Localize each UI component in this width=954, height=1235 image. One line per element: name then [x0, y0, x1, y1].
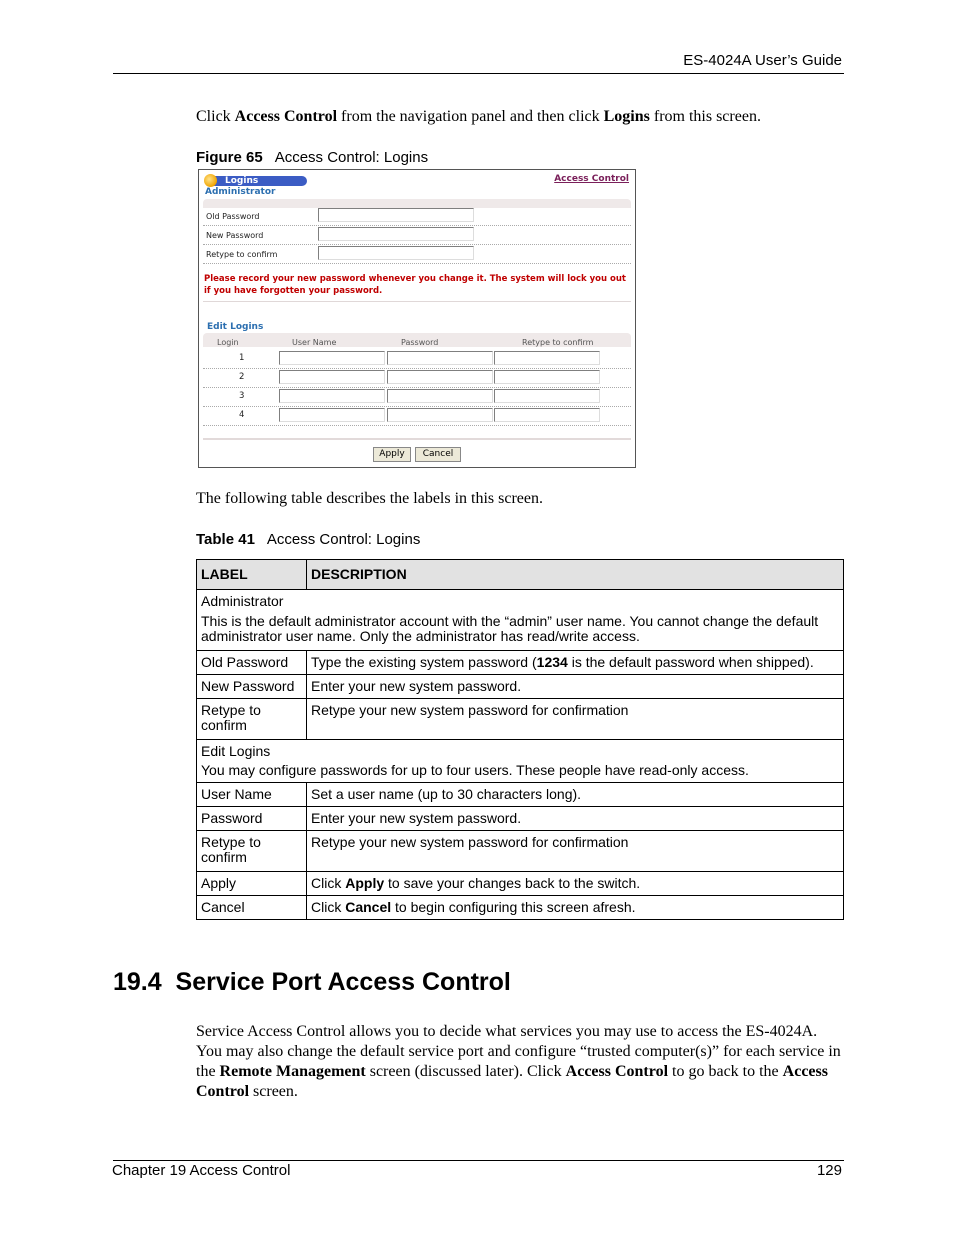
row-label: Cancel [197, 896, 307, 920]
password-warning: Please record your new password whenever you change it. The system will lock you out if you have forgotten your password. [204, 274, 626, 296]
row-description: Click Cancel to begin configuring this screen afresh. [307, 896, 844, 920]
cancel-button[interactable]: Cancel [415, 447, 461, 462]
old-password-label: Old Password [206, 212, 260, 221]
login-number: 1 [239, 353, 245, 363]
edit-logins-title: Edit Logins [207, 322, 264, 332]
figure-caption-label: Figure 65 [196, 149, 263, 166]
header-label: LABEL [197, 560, 307, 590]
administrator-span-cell [197, 590, 844, 651]
table-row [197, 831, 844, 872]
intro-text-3: from this screen. [649, 108, 761, 125]
row-label: Retype to confirm [197, 831, 307, 872]
table-row [197, 740, 844, 783]
table-row [197, 651, 844, 675]
admin-band [203, 199, 631, 208]
form-bottom-bar [203, 438, 631, 440]
table-row [197, 675, 844, 699]
logins-title-pill [205, 176, 307, 186]
row-label: Retype to confirm [197, 699, 307, 740]
section-paragraph: Service Access Control allows you to decide what services you may use to access the ES-4024A. You may also change the default service port and configure “trusted computer(s)” for each service in the Remote Management screen (discussed later). Click Access Control to go back to the Access Control screen. [196, 1023, 841, 1100]
login-number: 3 [239, 391, 245, 401]
retype-input-4[interactable] [494, 408, 600, 422]
row-divider [203, 244, 631, 245]
row-description: Retype your new system password for confirmation [307, 831, 844, 872]
row-description: Set a user name (up to 30 characters long). [307, 783, 844, 807]
password-input-2[interactable] [387, 370, 493, 384]
table-intro: The following table describes the labels in this screen. [196, 490, 544, 507]
table-row [197, 783, 844, 807]
col-retype: Retype to confirm [522, 338, 594, 347]
apply-button[interactable]: Apply [373, 447, 411, 462]
footer-rule [113, 1160, 844, 1161]
figure-caption [196, 149, 428, 166]
logins-title: Logins [225, 176, 259, 186]
running-header: ES-4024A User’s Guide [683, 52, 842, 69]
intro-text-2: from the navigation panel and then click [337, 108, 604, 125]
row-label: Old Password [197, 651, 307, 675]
login-number: 2 [239, 372, 245, 382]
col-password: Password [401, 338, 439, 347]
intro-bold-logins: Logins [603, 108, 650, 125]
page-number: 129 [816, 1162, 842, 1179]
row-divider [203, 368, 631, 369]
old-password-input[interactable] [318, 208, 474, 222]
figure-caption-text: Access Control: Logins [274, 149, 429, 166]
table-row [197, 872, 844, 896]
col-user-name: User Name [292, 338, 337, 347]
row-divider [203, 263, 631, 264]
table-row [197, 896, 844, 920]
warning-divider [203, 301, 631, 302]
user-name-input-2[interactable] [279, 370, 385, 384]
table-row [197, 590, 844, 651]
intro-paragraph [196, 107, 761, 127]
access-control-link[interactable]: Access Control [554, 174, 629, 184]
footer-chapter: Chapter 19 Access Control [112, 1162, 291, 1179]
user-name-input-3[interactable] [279, 389, 385, 403]
administrator-title: Administrator [205, 187, 276, 197]
section-heading: 19.4 Service Port Access Control [113, 968, 511, 996]
password-input-3[interactable] [387, 389, 493, 403]
password-input-4[interactable] [387, 408, 493, 422]
retype-input-3[interactable] [494, 389, 600, 403]
row-divider [203, 225, 631, 226]
logins-bullet-icon [204, 174, 217, 187]
edit-logins-span-cell [197, 740, 844, 783]
intro-bold-access-control: Access Control [234, 108, 338, 125]
table-header-row [197, 560, 844, 590]
table-caption [196, 531, 420, 548]
user-name-input-4[interactable] [279, 408, 385, 422]
row-description: Enter your new system password. [307, 807, 844, 831]
row-description: Enter your new system password. [307, 675, 844, 699]
row-divider [203, 406, 631, 407]
header-rule [113, 73, 844, 74]
col-login: Login [217, 338, 239, 347]
row-label: Password [197, 807, 307, 831]
span-title: Administrator [201, 593, 284, 609]
span-description: This is the default administrator account with the “admin” user name. You cannot change the default administrator user name. Only the administrator has read/write access. [201, 613, 819, 644]
row-divider [203, 425, 631, 426]
logins-screenshot [198, 169, 636, 468]
row-label: New Password [197, 675, 307, 699]
header-description: DESCRIPTION [307, 560, 844, 590]
span-description: You may configure passwords for up to four users. These people have read-only access. [201, 762, 749, 778]
intro-text-1: Click [196, 108, 235, 125]
row-description: Retype your new system password for confirmation [307, 699, 844, 740]
table-row [197, 699, 844, 740]
new-password-label: New Password [206, 231, 264, 240]
table-row [197, 807, 844, 831]
login-number: 4 [239, 410, 245, 420]
description-table [196, 559, 844, 920]
row-description: Type the existing system password (1234 is the default password when shipped). [307, 651, 844, 675]
retype-input-1[interactable] [494, 351, 600, 365]
retype-confirm-input[interactable] [318, 246, 474, 260]
row-label: Apply [197, 872, 307, 896]
row-divider [203, 387, 631, 388]
user-name-input-1[interactable] [279, 351, 385, 365]
password-input-1[interactable] [387, 351, 493, 365]
row-label: User Name [197, 783, 307, 807]
table-caption-text: Access Control: Logins [266, 531, 421, 548]
row-description: Click Apply to save your changes back to the switch. [307, 872, 844, 896]
table-caption-label: Table 41 [196, 531, 255, 548]
new-password-input[interactable] [318, 227, 474, 241]
retype-input-2[interactable] [494, 370, 600, 384]
retype-confirm-label: Retype to confirm [206, 250, 278, 259]
span-title: Edit Logins [201, 743, 271, 759]
